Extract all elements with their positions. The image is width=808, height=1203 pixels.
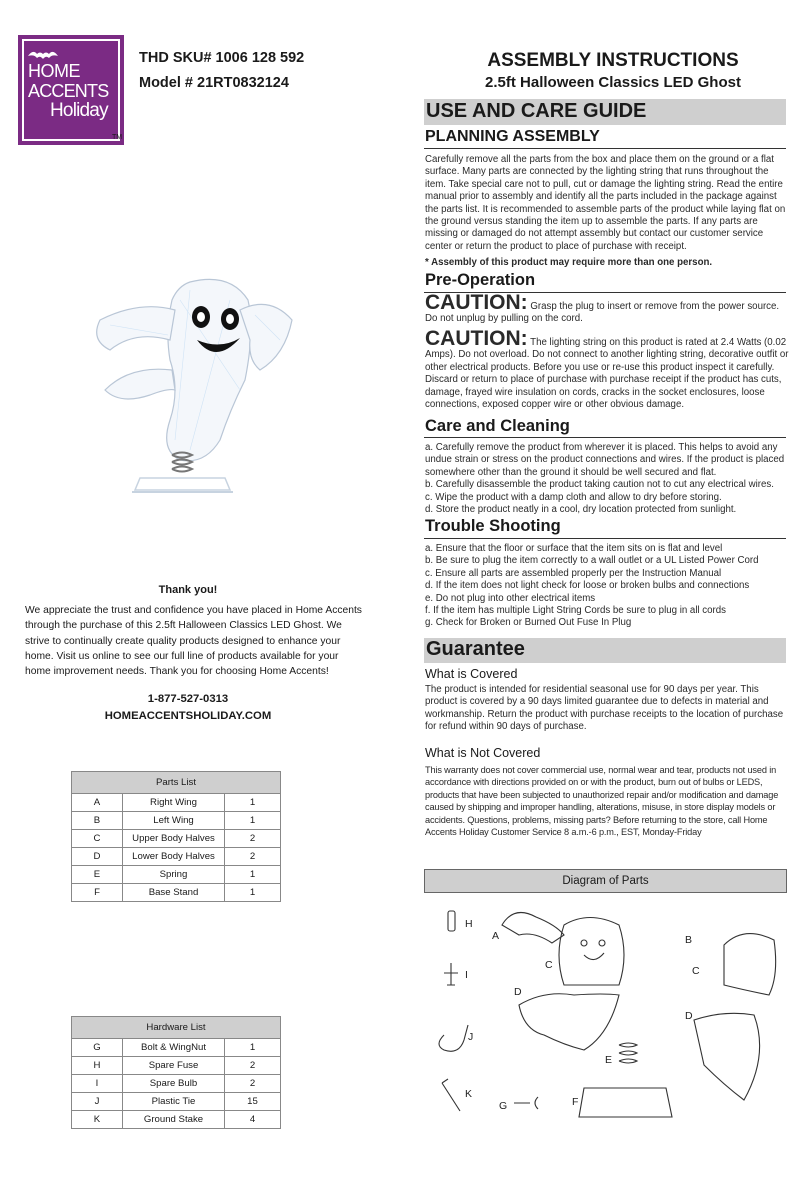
- parts-list-table: [71, 771, 281, 902]
- brand-logo: [18, 35, 124, 145]
- lower-body-half-shape: [694, 1013, 760, 1100]
- hw-name: Spare Bulb: [123, 1075, 225, 1093]
- table-row: [72, 866, 281, 884]
- diagram-label-c: C: [545, 959, 553, 971]
- divider: [424, 538, 786, 539]
- guarantee-heading: Guarantee: [426, 638, 525, 660]
- caution-label: CAUTION:: [425, 327, 528, 350]
- not-covered-title: What is Not Covered: [425, 746, 541, 760]
- care-item: d. Store the product neatly in a cool, dry location protected from sunlight.: [425, 504, 737, 516]
- part-qty: 1: [225, 794, 281, 812]
- part-letter: B: [72, 812, 123, 830]
- trouble-item: c. Ensure all parts are assembled properly per the Instruction Manual: [425, 567, 722, 579]
- logo-line-holiday: Holiday: [50, 100, 108, 121]
- table-row: [72, 1111, 281, 1129]
- hw-letter: I: [72, 1075, 123, 1093]
- hardware-list-table: [71, 1016, 281, 1129]
- part-qty: 2: [225, 830, 281, 848]
- fuse-icon: [448, 911, 455, 931]
- logo-line-home: HOME: [28, 61, 80, 81]
- part-letter: F: [72, 884, 123, 902]
- trouble-item: e. Do not plug into other electrical items: [425, 592, 596, 604]
- planning-text: Carefully remove all the parts from the box and place them on the ground or a flat surface. Many parts are connected by the lighting string that runs throughout the item. Take special care not to pull, cut or damage the lighting string. Read the entire manual prior to assembly and identify all the parts included in the package against the parts list. It is recommended to assemble parts of the product while laying flat on the ground versus standing the item up to assemble the parts. If any parts are missing or damaged do not attempt assembly but contact our customer service center or return the product to place of purchase with receipt.: [425, 154, 786, 252]
- diagram-label-f: F: [572, 1096, 579, 1108]
- hw-letter: K: [72, 1111, 123, 1129]
- diagram-label-b: B: [685, 934, 693, 946]
- bolt-icon: [514, 1097, 538, 1109]
- hw-letter: H: [72, 1057, 123, 1075]
- sku-number: THD SKU# 1006 128 592: [139, 50, 305, 66]
- part-name: Left Wing: [123, 812, 225, 830]
- divider: [424, 148, 786, 149]
- hw-name: Plastic Tie: [123, 1093, 225, 1111]
- table-row: [72, 1075, 281, 1093]
- care-item: c. Wipe the product with a damp cloth and allow to dry before storing.: [425, 491, 722, 503]
- trouble-item: a. Ensure that the floor or surface that the item sits on is flat and level: [425, 543, 723, 554]
- care-heading: Care and Cleaning: [425, 417, 570, 435]
- trouble-item: d. If the item does not light check for loose or broken bulbs and connections: [425, 580, 750, 592]
- table-row: [72, 830, 281, 848]
- doc-title: ASSEMBLY INSTRUCTIONS: [487, 50, 739, 71]
- lower-body-shape: [519, 994, 619, 1050]
- covered-title: What is Covered: [425, 667, 518, 681]
- doc-subtitle: 2.5ft Halloween Classics LED Ghost: [485, 74, 741, 91]
- hw-letter: J: [72, 1093, 123, 1111]
- thanks-text: We appreciate the trust and confidence you have placed in Home Accents through the purchase of this 2.5ft Halloween Classics LED Ghost. We strive to continually create quality products designed to enhance your home. Visit us online to see our full line of products available for your home improvement needs. Thank you for choosing Home Accents!: [25, 605, 362, 678]
- table-row: [72, 794, 281, 812]
- guide-title: USE AND CARE GUIDE: [426, 100, 647, 122]
- diagram-title: Diagram of Parts: [424, 869, 787, 893]
- parts-list-title: Parts List: [72, 772, 281, 794]
- part-qty: 2: [225, 848, 281, 866]
- trouble-list: [425, 543, 791, 630]
- caution-1: [425, 291, 791, 326]
- diagram-label-d: D: [514, 986, 522, 998]
- right-wing-shape: [502, 913, 564, 944]
- preop-heading: Pre-Operation: [425, 271, 536, 289]
- thanks-title: Thank you!: [158, 584, 218, 596]
- part-qty: 1: [225, 866, 281, 884]
- care-list: [425, 442, 791, 516]
- table-row: [72, 1057, 281, 1075]
- caution-2-text: The lighting string on this product is rated at 2.4 Watts (0.02 Amps). Do not overload. Do not connect to another lighting string, decorative outfit or other electrical products. Before you use or re-use this product inspect it carefully. Discard or return to place of purchase with purchase receipt if the product has cuts, damage, frayed wire insulation on cords, cracks in the socket enclosures, loose connections, exposed copper wire or other obvious damage.: [425, 337, 789, 411]
- model-number: Model # 21RT0832124: [139, 75, 289, 91]
- base-stand-shape: [579, 1088, 672, 1117]
- hw-qty: 4: [225, 1111, 281, 1129]
- diagram-label-d: D: [685, 1010, 693, 1022]
- hw-name: Ground Stake: [123, 1111, 225, 1129]
- part-letter: C: [72, 830, 123, 848]
- part-name: Upper Body Halves: [123, 830, 225, 848]
- part-letter: A: [72, 794, 123, 812]
- assembly-note: * Assembly of this product may require more than one person.: [425, 257, 713, 268]
- hw-name: Bolt & WingNut: [123, 1039, 225, 1057]
- not-covered-text: This warranty does not cover commercial use, normal wear and tear, products not used in accordance with directions provided on or with the product, burn out of bulbs or LEDS, products that have been subjected to unauthorized repair and/or modification and damage caused by shipping and improper handling, alterations, misuse, in store display models or accidents. Questions, problems, missing parts? Before returning to the store, call Home Accents Holiday Customer Service 8 a.m.-6 p.m., EST, Monday-Friday: [425, 765, 779, 838]
- diagram-label-j: J: [468, 1031, 474, 1043]
- trouble-item: f. If the item has multiple Light String Cords be sure to plug in all cords: [425, 605, 726, 617]
- upper-body-shape: [559, 918, 624, 986]
- planning-heading: PLANNING ASSEMBLY: [425, 128, 600, 145]
- diagram-label-g: G: [499, 1100, 508, 1112]
- parts-diagram: [424, 895, 794, 1125]
- left-wing-shape: [724, 934, 776, 995]
- trouble-heading: Trouble Shooting: [425, 517, 561, 535]
- table-row: [72, 1093, 281, 1111]
- bulb-icon: [444, 963, 458, 985]
- divider: [424, 437, 786, 438]
- part-name: Right Wing: [123, 794, 225, 812]
- table-row: [72, 884, 281, 902]
- part-letter: E: [72, 866, 123, 884]
- hw-qty: 1: [225, 1039, 281, 1057]
- stake-icon: [442, 1079, 460, 1111]
- part-qty: 1: [225, 884, 281, 902]
- hw-qty: 15: [225, 1093, 281, 1111]
- product-image: [80, 270, 300, 510]
- hw-name: Spare Fuse: [123, 1057, 225, 1075]
- diagram-label-k: K: [465, 1088, 473, 1100]
- trademark: TM: [112, 134, 123, 141]
- hw-letter: G: [72, 1039, 123, 1057]
- part-name: Base Stand: [123, 884, 225, 902]
- care-item: b. Carefully disassemble the product taking caution not to cut any electrical wires.: [425, 479, 774, 491]
- caution-label: CAUTION:: [425, 291, 528, 314]
- hardware-list-title: Hardware List: [72, 1017, 281, 1039]
- diagram-label-a: A: [492, 930, 500, 942]
- caution-1-text: Grasp the plug to insert or remove from the power source. Do not unplug by pulling on the cord.: [425, 301, 780, 325]
- diagram-label-c: C: [692, 965, 700, 977]
- care-item: a. Carefully remove the product from wherever it is placed. This helps to avoid any undue strain or stress on the product connections and wires. If the product is placed somewhere other than the ground it should be well secured and flat.: [425, 442, 785, 478]
- table-row: [72, 812, 281, 830]
- diagram-label-h: H: [465, 918, 473, 930]
- diagram-label-e: E: [605, 1054, 613, 1066]
- part-letter: D: [72, 848, 123, 866]
- hw-qty: 2: [225, 1075, 281, 1093]
- diagram-label-i: I: [465, 969, 468, 981]
- spring-shape: [619, 1043, 637, 1063]
- trouble-item: b. Be sure to plug the item correctly to a wall outlet or a UL Listed Power Cord: [425, 555, 759, 567]
- phone-number: 1-877-527-0313: [147, 693, 229, 705]
- part-name: Lower Body Halves: [123, 848, 225, 866]
- website: HOMEACCENTSHOLIDAY.COM: [104, 710, 272, 722]
- table-row: [72, 1039, 281, 1057]
- guide-title-band: [424, 99, 786, 125]
- part-name: Spring: [123, 866, 225, 884]
- table-row: [72, 848, 281, 866]
- trouble-item: g. Check for Broken or Burned Out Fuse In Plug: [425, 617, 632, 629]
- guarantee-band: [424, 638, 786, 663]
- caution-2: [425, 327, 791, 411]
- logo-line-accents: ACCENTS: [28, 81, 109, 101]
- part-qty: 1: [225, 812, 281, 830]
- hw-qty: 2: [225, 1057, 281, 1075]
- tie-icon: [439, 1025, 468, 1051]
- covered-text: The product is intended for residential seasonal use for 90 days per year. This product is covered by a 90 days limited guarantee due to defects in material and workmanship. Return the product with purchase receipts to the location of purchase for refund within 90 days of purchase.: [425, 684, 784, 733]
